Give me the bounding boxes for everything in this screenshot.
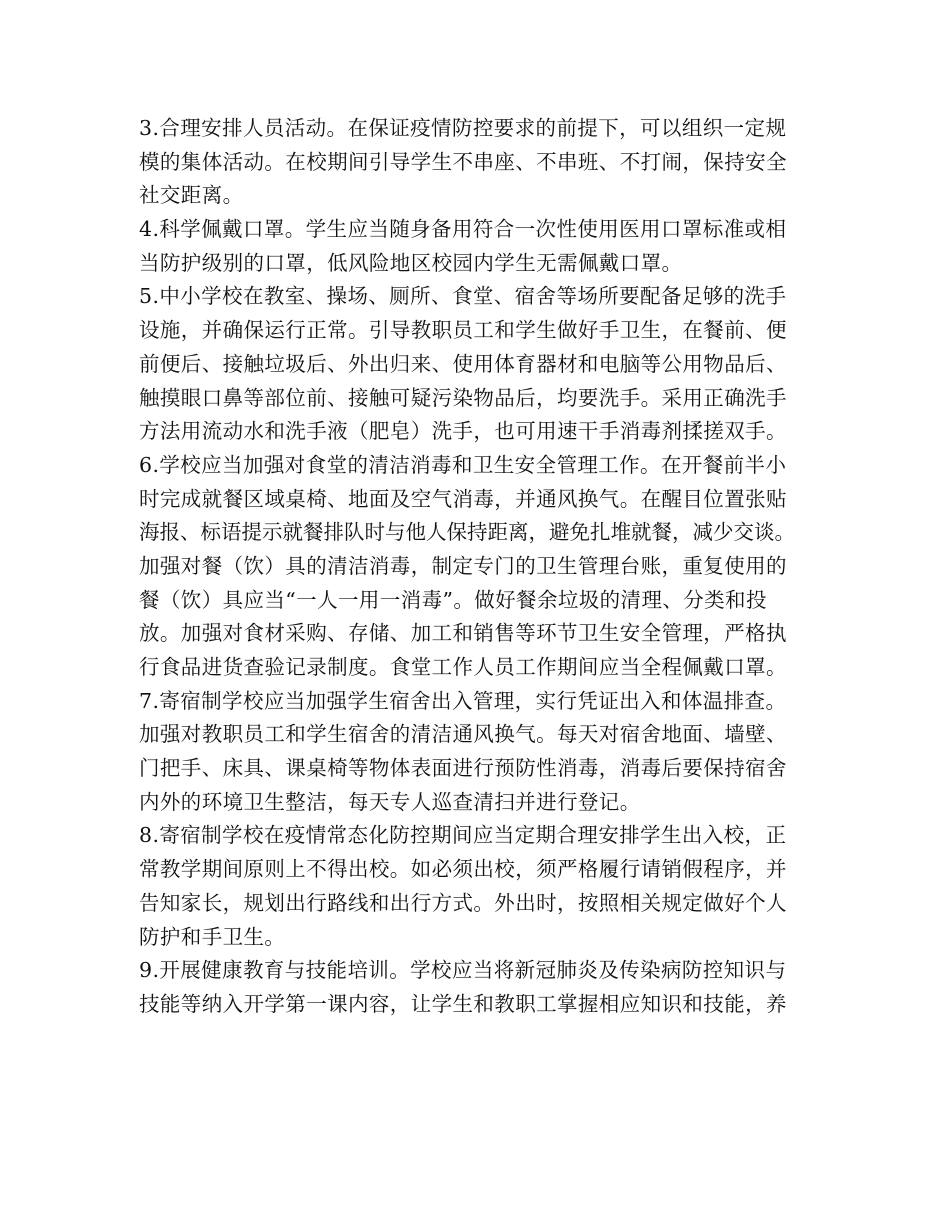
text-line: 海报、标语提示就餐排队时与他人保持距离，避免扎堆就餐，减少交谈。 — [139, 520, 795, 545]
text-line: 常教学期间原则上不得出校。如必须出校，须严格履行请销假程序，并 — [139, 857, 787, 882]
text-line: 方法用流动水和洗手液（肥皂）洗手，也可用速干手消毒剂揉搓双手。 — [139, 419, 787, 444]
text-line: 6.学校应当加强对食堂的清洁消毒和卫生安全管理工作。在开餐前半小 — [139, 452, 787, 477]
text-line: 3.合理安排人员活动。在保证疫情防控要求的前提下，可以组织一定规 — [139, 116, 787, 140]
document-body — [139, 112, 839, 1022]
text-line: 当防护级别的口罩，低风险地区校园内学生无需佩戴口罩。 — [139, 250, 683, 275]
text-line: 时完成就餐区域桌椅、地面及空气消毒，并通风换气。在醒目位置张贴 — [139, 486, 787, 511]
text-line: 8.寄宿制学校在疫情常态化防控期间应当定期合理安排学生出入校，正 — [139, 823, 787, 848]
text-line: 行食品进货查验记录制度。食堂工作人员工作期间应当全程佩戴口罩。 — [139, 655, 787, 679]
text-line: 加强对教职员工和学生宿舍的清洁通风换气。每天对宿舍地面、墙壁、 — [139, 722, 787, 747]
text-line: 触摸眼口鼻等部位前、接触可疑污染物品后，均要洗手。采用正确洗手 — [139, 385, 787, 410]
text-line: 加强对餐（饮）具的清洁消毒，制定专门的卫生管理台账，重复使用的 — [139, 553, 787, 578]
text-line: 9.开展健康教育与技能培训。学校应当将新冠肺炎及传染病防控知识与 — [139, 958, 787, 983]
text-line: 前便后、接触垃圾后、外出归来、使用体育器材和电脑等公用物品后、 — [139, 351, 787, 376]
text-line: 放。加强对食材采购、存储、加工和销售等环节卫生安全管理，严格执 — [139, 621, 787, 646]
text-line: 7.寄宿制学校应当加强学生宿舍出入管理，实行凭证出入和体温排查。 — [139, 688, 787, 713]
text-line: 5.中小学校在教室、操场、厕所、食堂、宿舍等场所要配备足够的洗手 — [139, 284, 787, 309]
text-line: 社交距离。 — [139, 183, 244, 208]
text-line: 4.科学佩戴口罩。学生应当随身备用符合一次性使用医用口罩标准或相 — [139, 217, 787, 242]
text-line: 告知家长，规划出行路线和出行方式。外出时，按照相关规定做好个人 — [139, 890, 787, 915]
text-line: 餐（饮）具应当“一人一用一消毒”。做好餐余垃圾的清理、分类和投 — [139, 587, 767, 612]
text-line: 技能等纳入开学第一课内容，让学生和教职工掌握相应知识和技能，养 — [139, 991, 787, 1016]
text-line: 模的集体活动。在校期间引导学生不串座、不串班、不打闹，保持安全 — [139, 149, 787, 174]
text-line: 防护和手卫生。 — [139, 924, 286, 949]
text-line: 内外的环境卫生整洁，每天专人巡查清扫并进行登记。 — [139, 789, 641, 814]
text-line: 门把手、床具、课桌椅等物体表面进行预防性消毒，消毒后要保持宿舍 — [139, 756, 787, 781]
text-line: 设施，并确保运行正常。引导教职员工和学生做好手卫生，在餐前、便 — [139, 318, 787, 343]
